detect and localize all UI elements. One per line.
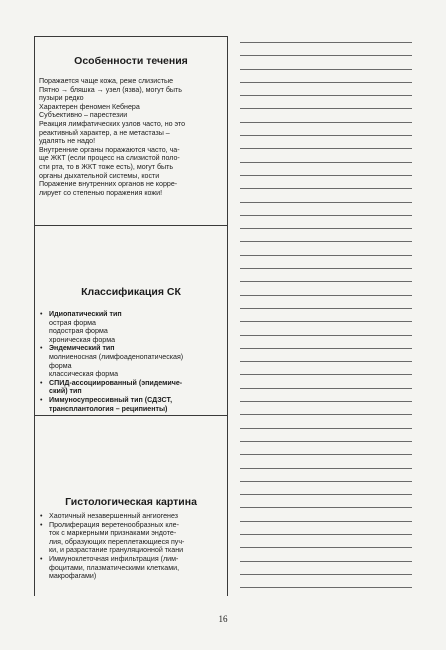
note-rule (240, 108, 412, 109)
list-item (39, 521, 224, 555)
text-line: Реакция лимфатических узлов часто, но это (39, 119, 186, 128)
note-rule (240, 547, 412, 548)
note-rule (240, 374, 412, 375)
left-column (34, 36, 228, 596)
histology-list (39, 512, 224, 581)
note-rule (240, 42, 412, 43)
note-rule (240, 468, 412, 469)
note-rule (240, 135, 412, 136)
note-rule (240, 82, 412, 83)
note-rule (240, 521, 412, 522)
text-line: удалять не надо! (39, 137, 96, 146)
text-line: пузыри редко (39, 94, 84, 103)
panel-title: Гистологическая картина (65, 496, 197, 508)
note-rule (240, 175, 412, 176)
note-rule (240, 534, 412, 535)
type-heading: Идиопатический тип (49, 310, 122, 318)
note-rule (240, 95, 412, 96)
text-line: фоцитами, плазматическими клетками, (49, 563, 180, 572)
note-rule (240, 255, 412, 256)
notes-lines (240, 42, 412, 600)
text-line: Поражение внутренних органов не корре- (39, 180, 178, 189)
type-heading: ский) тип (49, 387, 82, 396)
note-rule (240, 202, 412, 203)
text-line: Субъективно – парестезии (39, 111, 128, 120)
panel-body (39, 77, 224, 197)
text-line: Иммуноклеточная инфильтрация (лим- (49, 554, 179, 563)
bullet-icon: • (40, 520, 43, 529)
note-rule (240, 414, 412, 415)
panel-title: Особенности течения (74, 55, 188, 67)
note-rule (240, 428, 412, 429)
text-line: Внутренние органы поражаются часто, ча- (39, 145, 180, 154)
note-rule (240, 587, 412, 588)
bullet-icon: • (40, 378, 43, 387)
list-item (39, 379, 224, 396)
text-line: ще ЖКТ (если процесс на слизистой поло- (39, 154, 180, 163)
note-rule (240, 335, 412, 336)
panel-body (39, 512, 224, 581)
bullet-icon: • (40, 344, 43, 353)
note-rule (240, 188, 412, 189)
note-rule (240, 321, 412, 322)
form-item: форма (49, 361, 72, 370)
form-item: классическая форма (49, 370, 119, 379)
note-rule (240, 507, 412, 508)
note-rule (240, 148, 412, 149)
list-item (39, 512, 224, 521)
note-rule (240, 361, 412, 362)
note-rule (240, 441, 412, 442)
panel-title: Классификация СК (81, 286, 181, 298)
note-rule (240, 295, 412, 296)
note-rule (240, 268, 412, 269)
text-line: реактивный характер, а не метастазы – (39, 128, 170, 137)
note-rule (240, 481, 412, 482)
text-line: лия, образующих переплетающиеся пуч- (49, 537, 185, 546)
text-line: Характерен феномен Кебнера (39, 102, 140, 111)
list-item (39, 396, 224, 413)
form-item: хроническая форма (49, 335, 116, 344)
classification-list (39, 310, 224, 413)
note-rule (240, 561, 412, 562)
form-item: подострая форма (49, 327, 108, 336)
form-item: молниеносная (лимфоаденопатическая) (49, 352, 184, 361)
text-line: Пролиферация веретенообразных кле- (49, 520, 179, 529)
panel-body (39, 310, 224, 413)
page-number: 16 (218, 614, 228, 624)
text-line: сти рта, то в ЖКТ тоже есть), могут быть (39, 162, 174, 171)
bullet-icon: • (40, 554, 43, 563)
text-line: Хаотичный незавершенный ангиогенез (49, 512, 179, 520)
list-item (39, 555, 224, 581)
note-rule (240, 281, 412, 282)
note-rule (240, 241, 412, 242)
note-rule (240, 401, 412, 402)
list-item (39, 344, 224, 378)
note-rule (240, 348, 412, 349)
note-rule (240, 55, 412, 56)
text-line: органы дыхательной системы, кости (39, 171, 160, 180)
note-rule (240, 162, 412, 163)
text-line: ток с маркерными признаками эндоте- (49, 529, 177, 538)
note-rule (240, 228, 412, 229)
type-heading: трансплантология – реципиенты) (49, 404, 168, 413)
bullet-icon: • (40, 310, 43, 318)
text-line: Пятно → бляшка → узел (язва), могут быть (39, 85, 182, 94)
bullet-icon: • (40, 395, 43, 404)
note-rule (240, 308, 412, 309)
note-rule (240, 215, 412, 216)
text-line: лирует со степенью поражения кожи! (39, 188, 163, 197)
panel-classification (35, 225, 227, 415)
note-rule (240, 574, 412, 575)
note-rule (240, 454, 412, 455)
note-rule (240, 494, 412, 495)
form-item: острая форма (49, 318, 96, 327)
list-item (39, 310, 224, 344)
type-heading: Эндемический тип (49, 344, 115, 353)
bullet-icon: • (40, 512, 43, 520)
type-heading: Иммуносупрессивный тип (СДЗСТ, (49, 395, 173, 404)
text-line: ки, и разрастание грануляционной ткани (49, 546, 184, 555)
type-heading: СПИД-ассоциированный (эпидемиче- (49, 378, 183, 387)
text-line: Поражается чаще кожа, реже слизистые (39, 77, 174, 85)
panel-course-features (35, 37, 227, 225)
note-rule (240, 122, 412, 123)
text-line: макрофагами) (49, 572, 97, 581)
note-rule (240, 69, 412, 70)
panel-histology (35, 415, 227, 597)
note-rule (240, 388, 412, 389)
